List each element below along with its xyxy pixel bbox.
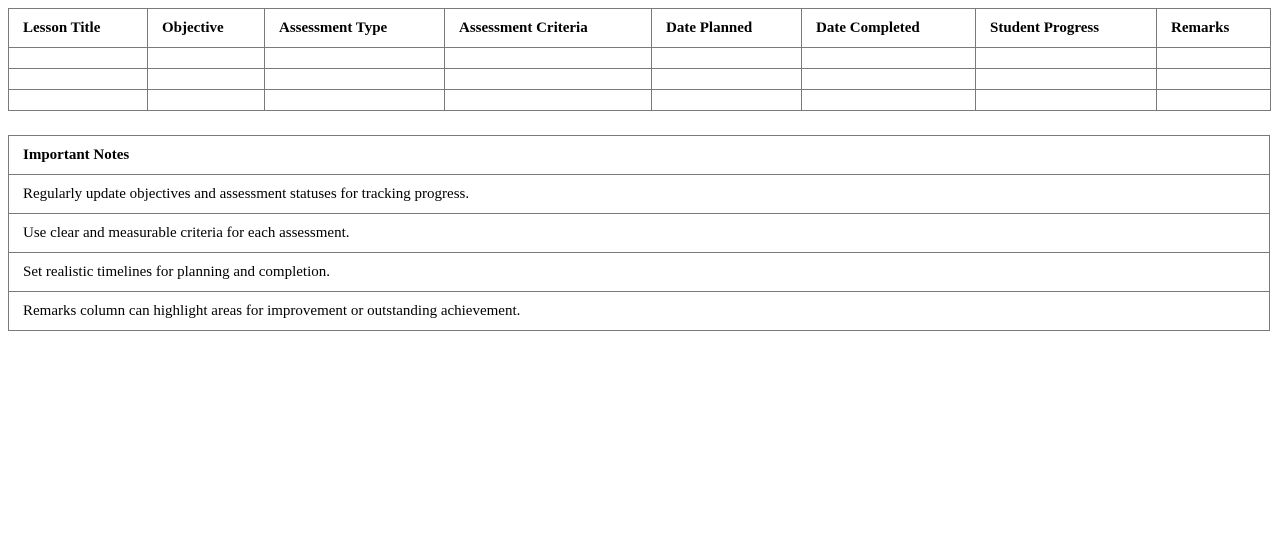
- note-row: [9, 214, 1270, 253]
- header-student-progress: Student Progress: [976, 9, 1157, 48]
- table-cell[interactable]: [9, 48, 148, 69]
- note-item: Remarks column can highlight areas for improvement or outstanding achievement.: [9, 292, 1270, 331]
- note-row: [9, 175, 1270, 214]
- header-objective: Objective: [148, 9, 265, 48]
- header-date-planned: Date Planned: [652, 9, 802, 48]
- notes-title: Important Notes: [9, 136, 1270, 175]
- table-cell[interactable]: [265, 69, 445, 90]
- table-header-row: [9, 9, 1271, 48]
- table-cell[interactable]: [9, 69, 148, 90]
- table-cell[interactable]: [148, 90, 265, 111]
- table-row: [9, 90, 1271, 111]
- table-row: [9, 69, 1271, 90]
- table-cell[interactable]: [445, 48, 652, 69]
- note-item: Regularly update objectives and assessment statuses for tracking progress.: [9, 175, 1270, 214]
- table-cell[interactable]: [148, 69, 265, 90]
- header-lesson-title: Lesson Title: [9, 9, 148, 48]
- lesson-assessment-table: [8, 8, 1271, 111]
- header-assessment-criteria: Assessment Criteria: [445, 9, 652, 48]
- table-cell[interactable]: [1157, 90, 1271, 111]
- table-cell[interactable]: [976, 90, 1157, 111]
- note-item: Set realistic timelines for planning and completion.: [9, 253, 1270, 292]
- table-cell[interactable]: [652, 90, 802, 111]
- table-cell[interactable]: [652, 69, 802, 90]
- table-cell[interactable]: [1157, 48, 1271, 69]
- table-cell[interactable]: [802, 69, 976, 90]
- table-cell[interactable]: [445, 69, 652, 90]
- header-date-completed: Date Completed: [802, 9, 976, 48]
- table-cell[interactable]: [445, 90, 652, 111]
- header-remarks: Remarks: [1157, 9, 1271, 48]
- table-cell[interactable]: [265, 48, 445, 69]
- header-assessment-type: Assessment Type: [265, 9, 445, 48]
- table-cell[interactable]: [1157, 69, 1271, 90]
- table-cell[interactable]: [802, 48, 976, 69]
- table-cell[interactable]: [9, 90, 148, 111]
- table-cell[interactable]: [976, 48, 1157, 69]
- note-item: Use clear and measurable criteria for each assessment.: [9, 214, 1270, 253]
- note-row: [9, 292, 1270, 331]
- table-cell[interactable]: [802, 90, 976, 111]
- table-cell[interactable]: [976, 69, 1157, 90]
- table-cell[interactable]: [148, 48, 265, 69]
- table-cell[interactable]: [265, 90, 445, 111]
- notes-header-row: [9, 136, 1270, 175]
- note-row: [9, 253, 1270, 292]
- important-notes-table: [8, 135, 1270, 331]
- table-cell[interactable]: [652, 48, 802, 69]
- table-row: [9, 48, 1271, 69]
